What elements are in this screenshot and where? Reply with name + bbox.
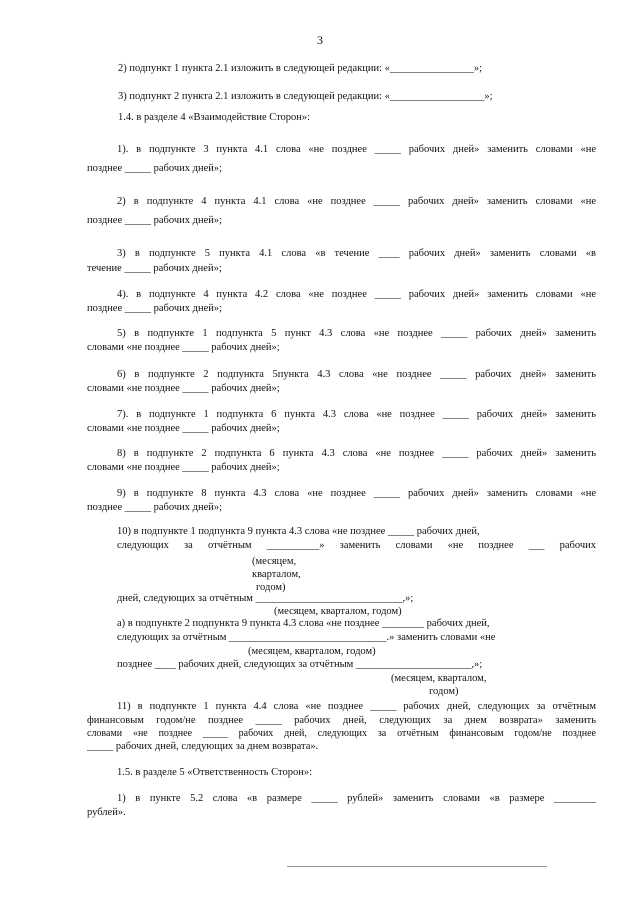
text-line: словами «не позднее _____ рабочих дней»; xyxy=(87,342,280,353)
text-line: следующих за отчётным ______________________________.» заменить словами «не xyxy=(117,632,496,643)
text-line: (месяцем, кварталом, годом) xyxy=(274,606,402,617)
text-line: 3) подпункт 2 пункта 2.1 изложить в следующей редакции: «__________________»; xyxy=(118,91,493,102)
text-line: _____ рабочих дней, следующих за днем возврата». xyxy=(87,741,319,752)
text-line: течение _____ рабочих дней»; xyxy=(87,263,222,274)
text-line: 9) в подпункте 8 пункта 4.3 слова «не позднее _____ рабочих дней» заменить словами «не xyxy=(117,488,596,499)
section-heading: 1.4. в разделе 4 «Взаимодействие Сторон»: xyxy=(118,112,311,123)
page-number: 3 xyxy=(317,33,323,47)
text-line: 1) в пункте 5.2 слова «в размере _____ рублей» заменить словами «в размере ________ xyxy=(117,793,596,804)
text-line: а) в подпункте 2 подпункта 9 пункта 4.3 слова «не позднее ________ рабочих дней, xyxy=(117,618,490,629)
text-line: дней, следующих за отчётным ____________________________,»; xyxy=(117,593,414,604)
text-line: 4). в подпункте 4 пункта 4.2 слова «не позднее _____ рабочих дней» заменить словами «не xyxy=(117,289,596,300)
text-line: годом) xyxy=(429,686,459,697)
bottom-rule xyxy=(287,866,547,867)
text-line: позднее _____ рабочих дней»; xyxy=(87,303,223,314)
text-line: 8) в подпункте 2 подпункта 6 пункта 4.3 слова «не позднее _____ рабочих дней» заменить xyxy=(117,448,596,459)
text-line: словами «не позднее _____ рабочих дней»; xyxy=(87,423,280,434)
text-line: рублей». xyxy=(87,807,126,818)
text-line: позднее _____ рабочих дней»; xyxy=(87,163,223,174)
text-line: словами «не позднее _____ рабочих дней, следующих за отчётным финансовым годом/не позднее xyxy=(87,728,596,739)
text-line: 10) в подпункте 1 подпункта 9 пункта 4.3 слова «не позднее _____ рабочих дней, xyxy=(117,526,480,537)
text-line: (месяцем, xyxy=(252,556,297,567)
text-line: словами «не позднее _____ рабочих дней»; xyxy=(87,462,280,473)
text-line: позднее _____ рабочих дней»; xyxy=(87,215,223,226)
text-line: 2) подпункт 1 пункта 2.1 изложить в следующей редакции: «________________»; xyxy=(118,63,483,74)
text-line: позднее ____ рабочих дней, следующих за отчётным ______________________,»; xyxy=(117,659,483,670)
text-line: 7). в подпункте 1 подпункта 6 пункта 4.3 слова «не позднее _____ рабочих дней» заменить xyxy=(117,409,596,420)
text-line: 1). в подпункте 3 пункта 4.1 слова «не позднее _____ рабочих дней» заменить словами «не xyxy=(117,144,596,155)
text-line: финансовым годом/не позднее _____ рабочих дней, следующих за днем возврата» заменить xyxy=(87,715,596,726)
section-heading: 1.5. в разделе 5 «Ответственность Сторон»: xyxy=(117,767,312,778)
text-line: годом) xyxy=(256,582,286,593)
text-line: (месяцем, кварталом, годом) xyxy=(248,646,376,657)
text-line: 11) в подпункте 1 пункта 4.4 слова «не позднее _____ рабочих дней, следующих за отчётным xyxy=(117,701,596,712)
text-line: 3) в подпункте 5 пункта 4.1 слова «в течение ____ рабочих дней» заменить словами «в xyxy=(117,248,596,259)
text-line: кварталом, xyxy=(252,569,301,580)
text-line: 6) в подпункте 2 подпункта 5пункта 4.3 слова «не позднее _____ рабочих дней» заменить xyxy=(117,369,596,380)
text-line: словами «не позднее _____ рабочих дней»; xyxy=(87,383,280,394)
text-line: позднее _____ рабочих дней»; xyxy=(87,502,223,513)
text-line: 2) в подпункте 4 пункта 4.1 слова «не позднее _____ рабочих дней» заменить словами «не xyxy=(117,196,596,207)
text-line: 5) в подпункте 1 подпункта 5 пункт 4.3 слова «не позднее _____ рабочих дней» заменить xyxy=(117,328,596,339)
text-line: следующих за отчётным __________» заменить словами «не позднее ___ рабочих xyxy=(117,540,596,551)
text-line: (месяцем, кварталом, xyxy=(391,673,487,684)
